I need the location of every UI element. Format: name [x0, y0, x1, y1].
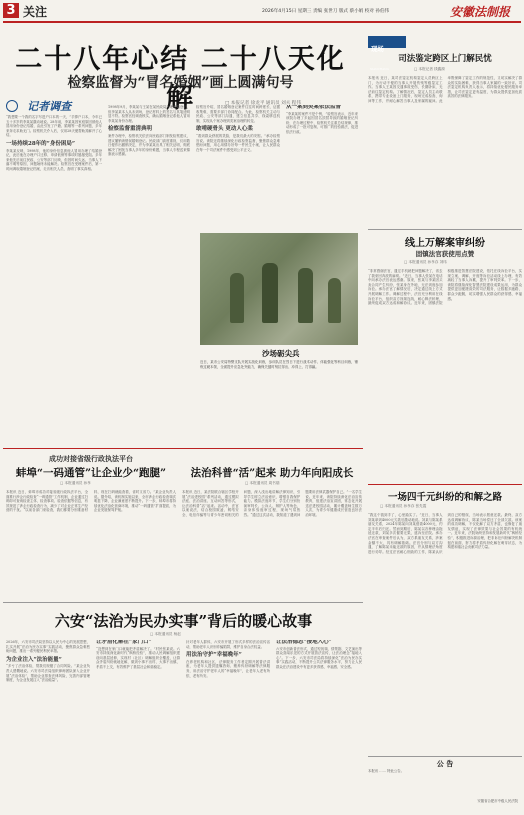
- bottom-sub-1: 为企业注入“法治能量”: [6, 656, 62, 663]
- bottom-col-1: 2026年，六安市司法局坚持以人民为中心的发展思想，扎实开展“法治为民办实事”实践活动，聚焦群众急难愁盼问题，推出一系列便民利民举措。 为企业注入“法治能量” “多亏了法治体检，帮我们规避了合同风险。”某企业负责人感慨地说。六安市司法局组织律师团队深入企业开展“法治体检”，帮助企业排查法律风险，完善内部管理制度，为企业发展注入“法治能量”。: [6, 640, 90, 683]
- lead-photo-military-training: [200, 233, 358, 345]
- bottom-sub-2: 让矛盾化解在“家门口”: [96, 640, 152, 645]
- mid-right-body: 本报讯 近日，某法院联合辖区学校开展“法治进校园”系列活动，通过模拟法庭、法治讲座、互动问答等形式，让法治科普“活”起来。活动中，法官以案说法，结合校园欺凌、网络安全、电信诈骗等与青少年密切相关的问题，深入浅出地讲解法律知识，引导学生树立法治意识，增强自我保护能力。模拟法庭环节，学生们分别扮演审判长、公诉人、辩护人等角色，亲身体验庭审过程，现场气氛热烈。“通过这次活动，我知道了遇到问题要用法律武器保护自己。”一名学生说。近年来，该院持续深化法治宣传教育，组建法治宣讲团，常态化开展送法进校园活动，累计覆盖师生数万人次，为青少年健康成长营造良好法治环境。: [182, 490, 362, 517]
- mid-left-kicker: 成功对接省级行政执法平台: [49, 454, 133, 463]
- photo-caption-text: 近日，某市公安局特警支队开展实战化训练，参训队员在烈日下进行战术动作、体能强化等科目训练，锤炼过硬本领，全面提升应急处突能力，确保关键时刻拉得出、冲得上、打得赢。: [200, 360, 358, 369]
- photo-figure-1: [230, 273, 244, 323]
- notice-signer: 安徽省合肥市中级人民法院: [477, 799, 518, 803]
- photo-figure-3: [298, 268, 313, 323]
- bottom-byline: □ 本报通讯员 杨赵: [150, 632, 181, 636]
- scene-tag-en: XIANCHANG: [370, 67, 389, 71]
- lead-col-1: “我想要一个我的名字写进户口本的一天，”手捧户口本，今年已五十多岁的李某某激动地说。28年前，李某某因家庭原因被他人冒用身份登记结婚，由此引发了户籍、婚姻等一系列问题，多年来奔走求助无门。检察机关介入后，仅用28天便帮助其解开了心结。 一场持续28年的“身份困局” 李某某反映，1998年，他的身份信息被他人冒用办理了结婚登记，此后他在办理户口迁移、申请低保等事项时屡屡受阻。多年来他先后前往民政、公安等部门反映，但因时间久远、当事人下落不明等原因，问题始终未能解决。检察官在受理案件后，第一时间调取婚姻登记档案，走访相关人员，查明了事实真相。: [6, 115, 102, 171]
- lead-col-3: 检察官介绍，冒名婚姻登记案件往往时间跨度长、证据收集难，需要多部门协同配合。为此，检察机关主动与民政、公安等部门沟通，建立信息共享、线索移送机制，实现从个案办理到类案治理的转变。 敢啃硬骨头 更动人心柔 “看到群众舒展的笑脸，是我们最大的安慰。”承办检察官说。该院还将继续深化行政检察监督，聚焦群众急难愁盼问题，用心用情办好每一件民生小案，让人民群众在每一个司法案件中感受到公平正义。: [196, 105, 280, 152]
- right-title-3: 一场四千元纠纷的和解之路: [387, 492, 502, 503]
- masthead: 安徽法制报: [450, 5, 511, 19]
- lead-cross-title-4: 一场持续28年的“身份困局”: [6, 140, 75, 147]
- mid-left-byline: □ 本报通讯员 孙孝: [60, 481, 91, 485]
- reporter-heading-block: [6, 95, 106, 113]
- lead-cross-title-2: 敢啃硬骨头 更动人心柔: [196, 126, 253, 133]
- notice-box: [368, 756, 522, 815]
- pen-icon: [6, 100, 18, 112]
- lead-col-4: 从一案到类案依法监督 “李某某的案件不是个例，”检察官表示，近年来该院办理了多起因冒名顶替导致的婚姻登记纠纷，在办理过程中，检察机关注重总结规律，推动形成了一批可复制、可推广的经验做法，促进依法行政。: [286, 105, 358, 134]
- bottom-sub-3: 用法治守护“幸福晚年”: [186, 652, 242, 659]
- section-name: 关注: [23, 5, 48, 19]
- right-column: [368, 36, 522, 803]
- page-header: [0, 0, 524, 22]
- reporter-heading: 记者调查: [27, 99, 72, 113]
- lead-subtitle: 检察监督为“冒名婚姻”画上圆满句号: [67, 75, 294, 91]
- scene-tag-text: 现场: [371, 45, 384, 53]
- mid-right-title: 法治科普“活”起来 助力年向阳成长: [190, 467, 354, 479]
- right-title-1: 司法鉴定跨区上门解民忧: [398, 54, 492, 64]
- bottom-col-3: 针对老年人群体，六安市开展了形式多样的法治宣传活动，帮助老年人识别诈骗陷阱，维护自身合法权益。 用法治守护“幸福晚年” 在养老机构和社区，法律服务工作者定期开展普法讲座，为老年人提供遗嘱咨询、赡养纠纷调解等法律服务，用法治守护老年人的“幸福晚年”，让老年人老有所依、老有所安。: [186, 640, 270, 678]
- mid-left-body: 本报讯 近日，蚌埠市成功对接省级行政执法平台，全面推行涉企行政检查“一码通管”工作机制，企业通过扫码即可查询检查主体、检查事项、检查依据等信息，有效规范了涉企行政检查行为，减少了对企业正常生产经营的干扰。“以前各部门来检查，我们都要分别准备材料，现在扫码就能查看，省时又省力。”某企业负责人说。据介绍，该机制实施以来，全市涉企行政检查频次明显下降，企业满意度不断提升。下一步，蚌埠市将持续优化法治化营商环境，推动“一码通管”扩面提质，为企业发展保驾护航。: [6, 490, 176, 513]
- mid-right-byline: □ 本报通讯员 周书瑞: [245, 481, 280, 485]
- lead-cross-title-3: 检察监督重清典明: [108, 126, 153, 133]
- date-line: 2026年4月15日 星期三 责编 张世刀 版式 蔡小娟 校对 孙伯伟: [262, 9, 390, 14]
- right-body-1: 本报讯 近日，某司法鉴定机构鉴定人员跨区上门，为行动不便的当事人开展伤残等级鉴定工作。当事人王某因交通事故受伤，长期卧床，无法前往鉴定机构。了解情况后，鉴定人员主动联系，携带专业设备上门服务，现场完成检查、询问等工作，并耐心解答当事人及家属的疑问。此举既保障了鉴定工作的规范性，又切实解决了群众的实际困难，获得当事人家属的一致好评。司法鉴定机构负责人表示，将持续优化便民服务举措，让司法鉴定更有温度，为群众提供更加优质高效的法律服务。: [368, 76, 522, 103]
- right-rule-3: [368, 484, 522, 485]
- photo-figure-4: [328, 278, 341, 323]
- bottom-sub-4: 让法治德志“接地入心”: [276, 640, 332, 645]
- bottom-col-2: 让矛盾化解在“家门口” “没想到在家门口就能把矛盾解决了。”村民张某说。六安市持续深化新时代“枫桥经验”，推动人民调解组织建设向基层延伸，实现村（社区）调解组织全覆盖，让群众矛盾纠纷就地化解，做到小事不出村、大事不出镇、矛盾不上交，有效维护了基层社会和谐稳定。: [96, 640, 180, 669]
- lead-title: 二十八年心结 二十八天化解: [15, 44, 346, 114]
- right-body-3: “我这个钱到手了，心里踏实了。”近日，当事人刘某拿到4000元欠款后激动地说。刘某与陈某系朋友关系，2024年陈某向刘某借款4000元，约定半年后归还。然而到期后，陈某以各种理由拖延还款，刘某多次催要无果，遂诉至法院。承办法官在审查案件后认为，双方系朋友关系，涉案金额不大，具有调解基础。法官分别与双方沟通，了解陈某未能还款的原因，并从情理法角度进行劝导。经过法官耐心细致的工作，陈某认识到自己的错误，当场表示愿意还款。最终，双方达成调解协议，陈某当场偿还了全部欠款。该案的成功调解，不仅化解了双方矛盾，也修复了朋友情谊，实现了法律效果与社会效果的有机统一。近年来，法院始终坚持和发展新时代“枫桥经验”，积极推进诉源治理，把非诉讼纠纷解决机制挺在前面，努力将矛盾纠纷化解在萌芽状态，为构建和谐社会贡献司法力量。: [368, 513, 522, 554]
- right-subtitle-2: 固镇法官获使用点赞: [415, 250, 475, 258]
- page-number: 3: [3, 3, 19, 18]
- lead-cross-title: 从一案到类案依法监督: [286, 105, 342, 110]
- notice-title: 公 告: [436, 759, 454, 768]
- bottom-divider: [3, 602, 363, 603]
- lead-byline: □ 本报记者 徐龙平 通讯员 刘夫 程伟: [225, 101, 301, 106]
- right-byline-2: □ 本报通讯员 孙孝存 刘玮: [404, 260, 447, 264]
- right-body-2: “非常感谢法官，通过手机就把问题解决了，省去了我来回奔波的麻烦。”近日，当事人张某在电话中向承办法官表达感谢。原来，张某与李某因买卖合同产生纠纷，张某身在外地，无法到庭参加诉讼。承办法官了解情况后，决定通过线上方式开展调解工作。调解过程中，法官充分利用在线诉讼平台，组织双方视频连线，耐心释法析理，最终促成双方达成和解协议。近年来，固镇法院积极推进智慧法院建设，依托在线诉讼平台，实现立案、调解、开庭等诉讼活动线上办理，有效减轻了当事人诉累，提升了审判效率。下一步，该院将继续深化智慧法院建设成果运用，为群众提供更加便捷高效的司法服务，让数据多跑路、群众少跑腿，切实增强人民群众的获得感、幸福感。: [368, 269, 522, 306]
- right-divider-1: [368, 229, 522, 230]
- mid-left-title: 蚌埠“一码通管”让企业少“跑腿”: [15, 467, 167, 479]
- right-title-2: 线上万解案审纠纷: [405, 238, 485, 249]
- lead-col-2: 1998年9月，李某某与王某在某民政局办理结婚登记，但李某某本人从未到场，登记材料上的签名与其笔迹明显不符。检察官经调查核实，确认婚姻登记系他人冒用李某某身份办理。 检察监督重清典明 案件办理中，检察机关依法向民政部门制发检察建议，建议撤销该错误婚姻登记。民政部门高度重视，仅用数日便作出撤销决定，并为李某某出具了相关证明，彻底解决了困扰当事人多年的身份难题，当事人专程送来锦旗表示感谢。: [108, 105, 190, 157]
- scene-tag: [368, 36, 406, 71]
- right-byline-1: □ 本报记者 钱鑫源: [414, 67, 445, 71]
- right-byline-3: □ 本报通讯员 孙孝存 张先霞: [380, 504, 427, 508]
- mid-rule: [3, 448, 363, 449]
- photo-figure-2: [262, 263, 278, 323]
- bottom-col-4: 让法治德志“接地入心” 六安市创新普法形式，通过短视频、情景剧、文艺演出等群众喜闻乐见的方式开展普法宣传，让法治理念“接地入心”。下一步，六安市司法局将持续深化“法治为民办实事”实践活动，不断提升公共法律服务水平，努力让人民群众在法治建设中有更多获得感、幸福感、安全感。: [276, 640, 362, 669]
- photo-caption-title: 沙场砺尖兵: [262, 349, 300, 358]
- notice-body: 本报讯 …… 特此公告。: [368, 769, 405, 773]
- bottom-title: 六安“法治为民办实事”背后的暖心故事: [54, 612, 313, 630]
- header-rule: [3, 21, 521, 23]
